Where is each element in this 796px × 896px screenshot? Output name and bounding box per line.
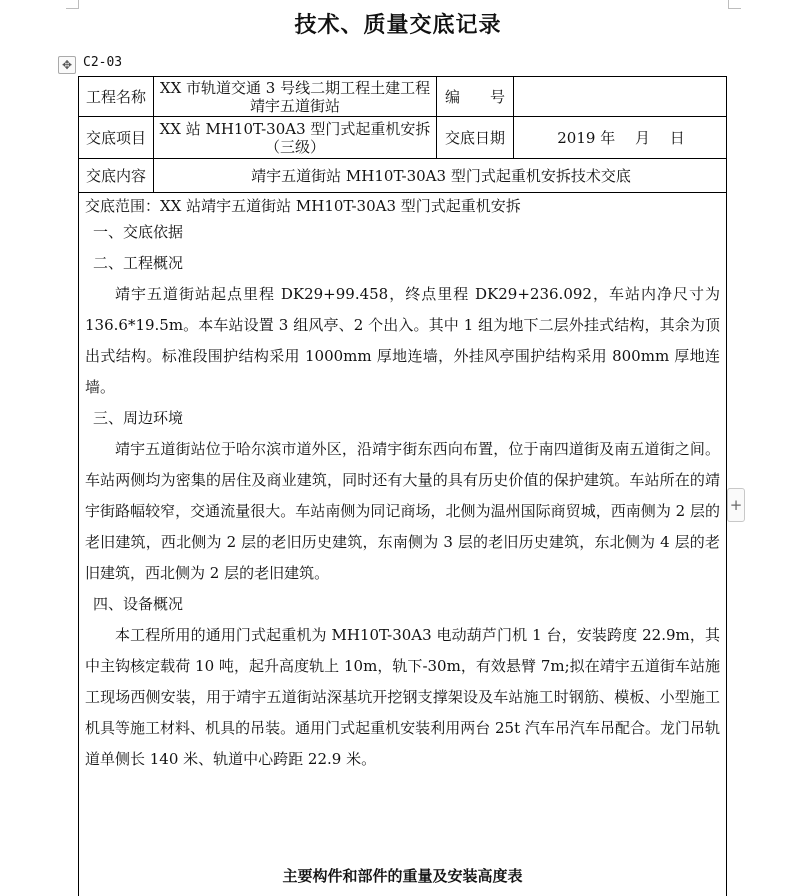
section-heading-overview: 二、工程概况	[93, 254, 184, 272]
row-disclosure-content	[79, 159, 726, 193]
form-code: C2-03	[83, 55, 123, 70]
number-value[interactable]	[514, 77, 728, 116]
item-value[interactable]: XX 站 MH10T-30A3 型门式起重机安拆（三级）	[154, 117, 437, 158]
plus-icon[interactable]: +	[727, 488, 745, 522]
date-label: 交底日期	[437, 117, 514, 158]
project-name-label: 工程名称	[79, 77, 154, 116]
content-label: 交底内容	[79, 159, 154, 192]
disclosure-body[interactable]	[79, 193, 726, 775]
document-title: 技术、质量交底记录	[294, 12, 502, 38]
item-label: 交底项目	[79, 117, 154, 158]
disclosure-scope: 交底范围：XX 站靖宇五道街站 MH10T-30A3 型门式起重机安拆	[85, 197, 521, 215]
environment-paragraph: 靖宇五道街站位于哈尔滨市道外区，沿靖宇街东西向布置，位于南四道街及南五道街之间。车站两侧均为密集的居住及商业建筑，同时还有大量的具有历史价值的保护建筑。车站所在的靖宇街路幅较窄，交通流量很大。车站南侧为同记商场，北侧为温州国际商贸城，西南侧为 2 层的老旧建筑，西北侧为 2 层的老旧历史建筑，东南侧为 3 层的老旧历史建筑，东北侧为 4 层的老旧建筑，西北侧为 2 层的老旧建筑。	[85, 440, 720, 582]
disclosure-form-table	[78, 76, 727, 896]
weights-table-heading: 主要构件和部件的重量及安装高度表	[282, 867, 523, 885]
section-heading-equipment: 四、设备概况	[93, 595, 184, 613]
move-arrows-icon[interactable]: ✥	[58, 56, 76, 74]
overview-paragraph: 靖宇五道街站起点里程 DK29+99.458，终点里程 DK29+236.092，车站内净尺寸为 136.6*19.5m。本车站设置 3 组风亭、2 个出入。其中 1 组为地下二层外挂式结构，其余为顶出式结构。标准段围护结构采用 1000mm 厚地连墙，外挂风亭围护结构采用 800mm 厚地连墙。	[85, 285, 720, 396]
project-name-value[interactable]: XX 市轨道交通 3 号线二期工程土建工程靖宇五道街站	[154, 77, 437, 116]
content-value[interactable]: 靖宇五道街站 MH10T-30A3 型门式起重机安拆技术交底	[251, 166, 631, 185]
row-project-name	[79, 77, 726, 117]
row-disclosure-item	[79, 117, 726, 159]
section-heading-environment: 三、周边环境	[93, 409, 184, 427]
date-value[interactable]: 2019 年 月 日	[557, 128, 685, 147]
equipment-paragraph: 本工程所用的通用门式起重机为 MH10T-30A3 电动葫芦门机 1 台，安装跨度 22.9m，其中主钩核定载荷 10 吨，起升高度轨上 10m，轨下-30m，有效悬臂 7m;拟在靖宇五道街车站施工现场西侧安装，用于靖宇五道街站深基坑开挖钢支撑架设及车站施工时钢筋、模板、小型施工机具等施工材料、机具的吊装。通用门式起重机安装利用两台 25t 汽车吊汽车吊配合。龙门吊轨道单侧长 140 米、轨道中心跨距 22.9 米。	[85, 626, 720, 768]
number-label: 编 号	[437, 77, 514, 116]
section-heading-basis: 一、交底依据	[93, 223, 184, 241]
